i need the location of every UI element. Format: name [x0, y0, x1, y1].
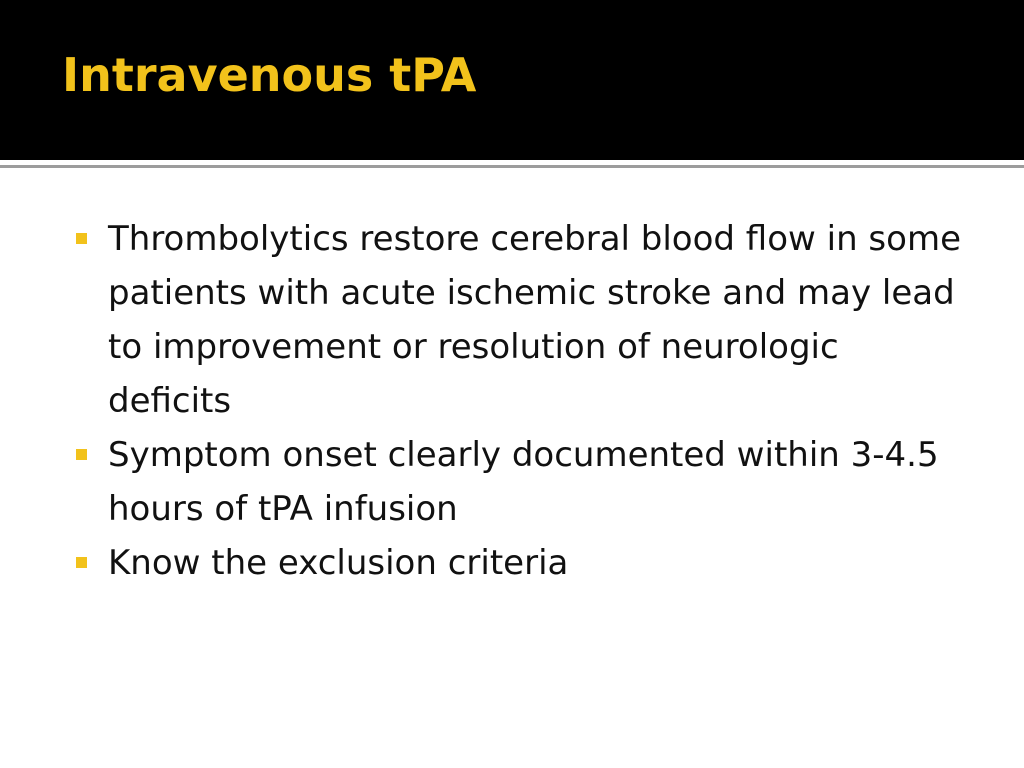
bullet-item [72, 536, 972, 590]
square-bullet-icon [76, 449, 87, 460]
square-bullet-icon [76, 233, 87, 244]
bullet-item [72, 428, 972, 536]
slide-title: Intravenous tPA [62, 48, 477, 102]
title-divider-line [0, 165, 1024, 168]
square-bullet-icon [76, 557, 87, 568]
title-band [0, 0, 1024, 160]
bullet-text: Thrombolytics restore cerebral blood flow in some patients with acute ischemic stroke and may lead to improvement or resolution of neurologic deficits [108, 219, 961, 421]
bullet-text: Symptom onset clearly documented within 3-4.5 hours of tPA infusion [108, 435, 939, 529]
bullet-list [72, 212, 972, 590]
bullet-text: Know the exclusion criteria [108, 543, 569, 583]
bullet-item [72, 212, 972, 428]
